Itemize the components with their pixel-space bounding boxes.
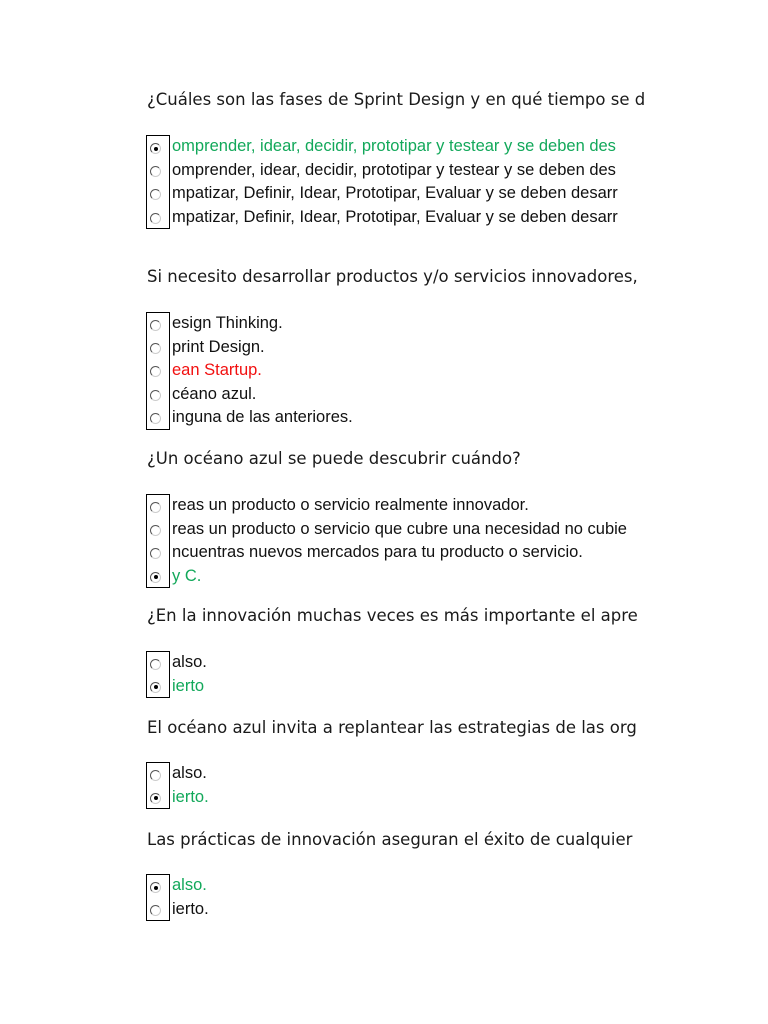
answer-label: omprender, idear, decidir, prototipar y testear y se deben des <box>172 160 616 179</box>
answer-option[interactable] <box>146 762 650 786</box>
question-4-text: ¿En la innovación muchas veces es más importante el apre <box>147 606 638 625</box>
answer-label: print Design. <box>172 337 265 356</box>
question-6-text: Las prácticas de innovación aseguran el éxito de cualquier <box>147 830 633 849</box>
answer-label: also. <box>172 876 207 894</box>
answer-label: reas un producto o servicio que cubre una necesidad no cubie <box>172 519 627 538</box>
answer-option[interactable] <box>146 675 650 699</box>
radio-button[interactable] <box>150 572 161 583</box>
answer-label: inguna de las anteriores. <box>172 408 353 426</box>
answer-option[interactable] <box>146 651 650 675</box>
answer-label: reas un producto o servicio realmente innovador. <box>172 496 529 514</box>
answer-option[interactable] <box>146 541 650 565</box>
radio-button[interactable] <box>150 770 161 781</box>
radio-button[interactable] <box>150 189 161 200</box>
answer-option[interactable] <box>146 159 650 183</box>
answer-label: ncuentras nuevos mercados para tu producto o servicio. <box>172 543 583 561</box>
answer-option[interactable] <box>146 898 650 922</box>
radio-button[interactable] <box>150 213 161 224</box>
answer-option[interactable] <box>146 406 650 430</box>
answer-label: céano azul. <box>172 384 257 403</box>
radio-button[interactable] <box>150 343 161 354</box>
answer-option[interactable] <box>146 359 650 383</box>
answer-option[interactable] <box>146 206 650 230</box>
answer-option[interactable] <box>146 383 650 407</box>
answer-label: mpatizar, Definir, Idear, Prototipar, Evaluar y se deben desarr <box>172 207 618 226</box>
radio-button[interactable] <box>150 659 161 670</box>
answer-label: ierto. <box>172 787 209 806</box>
radio-button[interactable] <box>150 682 161 693</box>
answer-label: ean Startup. <box>172 361 262 379</box>
answer-option[interactable] <box>146 565 650 589</box>
answer-label: esign Thinking. <box>172 314 283 332</box>
answer-option[interactable] <box>146 135 650 159</box>
radio-button[interactable] <box>150 413 161 424</box>
answer-label: omprender, idear, decidir, prototipar y testear y se deben des <box>172 137 616 155</box>
answer-label: ierto. <box>172 899 209 918</box>
answer-option[interactable] <box>146 874 650 898</box>
question-2-text: Si necesito desarrollar productos y/o servicios innovadores, <box>147 267 638 286</box>
answer-option[interactable] <box>146 518 650 542</box>
radio-button[interactable] <box>150 525 161 536</box>
answer-label: ierto <box>172 676 205 695</box>
answer-label: also. <box>172 764 207 782</box>
answer-option[interactable] <box>146 786 650 810</box>
answer-option[interactable] <box>146 494 650 518</box>
radio-button[interactable] <box>150 320 161 331</box>
question-3-text: ¿Un océano azul se puede descubrir cuándo? <box>147 449 521 468</box>
radio-button[interactable] <box>150 905 161 916</box>
answer-option[interactable] <box>146 182 650 206</box>
answer-label: y C. <box>172 566 202 585</box>
radio-button[interactable] <box>150 390 161 401</box>
answer-option[interactable] <box>146 312 650 336</box>
answer-label: also. <box>172 653 207 671</box>
radio-button[interactable] <box>150 143 161 154</box>
radio-button[interactable] <box>150 793 161 804</box>
question-5-text: El océano azul invita a replantear las estrategias de las org <box>147 718 637 737</box>
answer-label: mpatizar, Definir, Idear, Prototipar, Evaluar y se deben desarr <box>172 184 618 202</box>
radio-button[interactable] <box>150 166 161 177</box>
radio-button[interactable] <box>150 882 161 893</box>
radio-button[interactable] <box>150 366 161 377</box>
question-1-text: ¿Cuáles son las fases de Sprint Design y en qué tiempo se d <box>147 90 646 109</box>
radio-button[interactable] <box>150 548 161 559</box>
answer-option[interactable] <box>146 336 650 360</box>
radio-button[interactable] <box>150 502 161 513</box>
